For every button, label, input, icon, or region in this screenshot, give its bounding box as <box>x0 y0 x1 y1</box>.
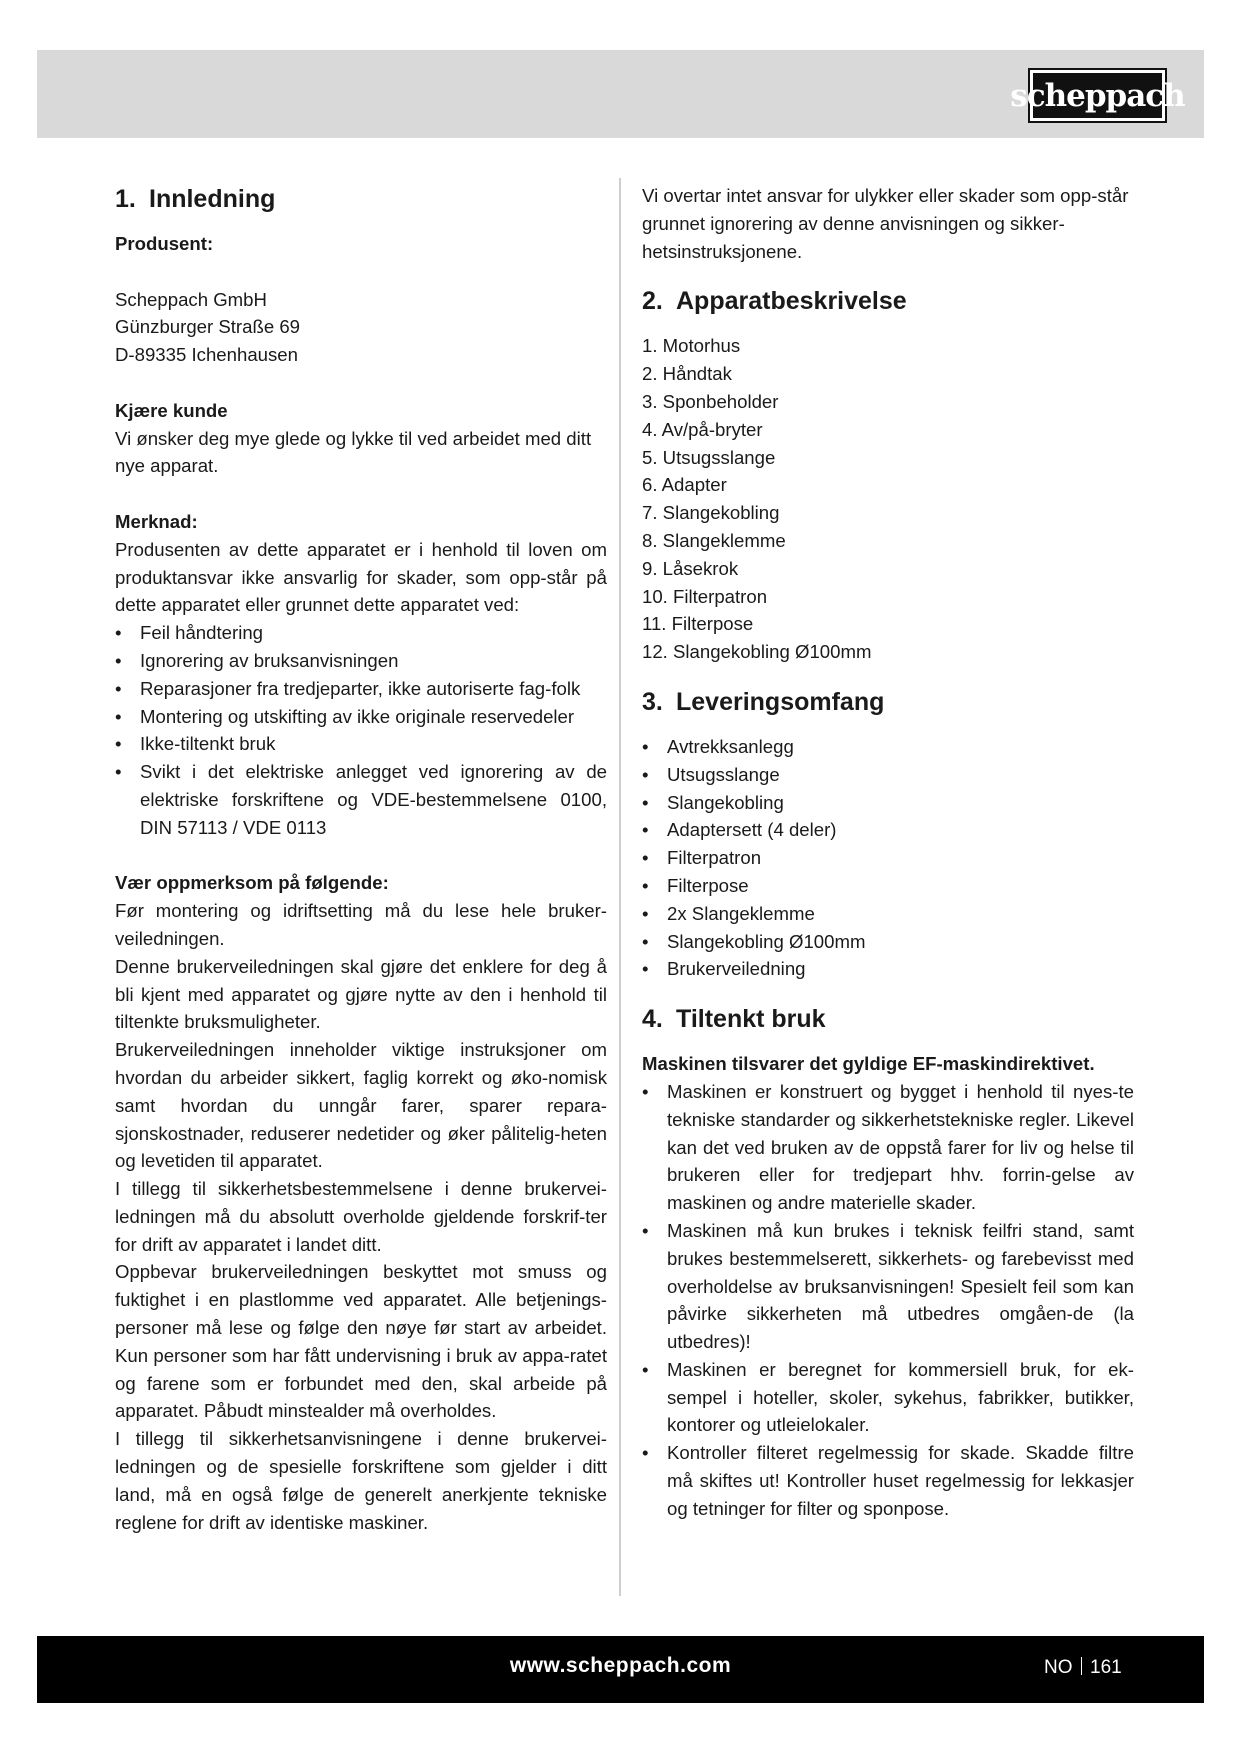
attention-paragraph: Før montering og idriftsetting må du lese hele bruker-veiledningen. <box>115 900 607 949</box>
address-line: D-89335 Ichenhausen <box>115 344 298 366</box>
list-item: 4. Av/på-bryter <box>642 418 763 440</box>
attention-paragraph: Denne brukerveiledningen skal gjøre det enklere for deg å bli kjent med apparatet og gjøre nytte av den i henhold til tiltenkte bruksmuligheter. <box>115 955 607 1033</box>
attention-paragraph: I tillegg til sikkerhetsbestemmelsene i denne brukervei-ledningen må du absolutt overholde gjeldende forskrif-ter for drift av apparatet i landet ditt. <box>115 1178 607 1255</box>
dear-customer-text: Vi ønsker deg mye glede og lykke til ved arbeidet med ditt nye apparat. <box>115 427 592 477</box>
list-item: 2. Håndtak <box>642 363 732 385</box>
page-indicator <box>1044 1657 1122 1679</box>
left-column <box>115 182 607 1536</box>
attention-paragraph: Brukerveiledningen inneholder viktige instruksjoner om hvordan du arbeider sikkert, faglig korrekt og øko-nomisk samt hvordan du unngår farer, sparer repara-sjonskostnader, reduserer nedetider og øker pålitelig-heten og levetiden til apparatet. <box>115 1039 607 1172</box>
list-item: 1. Motorhus <box>642 335 741 357</box>
list-item: • Maskinen er beregnet for kommersiell bruk, for ek-sempel i hoteller, skoler, sykehus, fabrikker, butikker, kontorer og utleielokaler. <box>642 1356 1134 1439</box>
section-heading-4: 4. Tiltenkt bruk <box>642 1005 826 1034</box>
address-line: Günzburger Straße 69 <box>115 316 301 338</box>
list-item: • Adaptersett (4 deler) <box>642 816 1134 844</box>
list-item: 3. Sponbeholder <box>642 390 779 412</box>
liability-intro: Vi overtar intet ansvar for ulykker eller skader som opp-står grunnet ignorering av denne anvisningen og sikker-hetsinstruksjonene. <box>642 185 1129 262</box>
list-item: • Slangekobling Ø100mm <box>642 928 1134 956</box>
list-item: • Feil håndtering <box>115 619 607 647</box>
section-heading-2: 2. Apparatbeskrivelse <box>642 287 907 316</box>
list-item: • Maskinen må kun brukes i teknisk feilfri stand, samt brukes bestemmelserett, sikkerhets- og farebevisst med overholdelse av bruksanvisningen! Spesielt feil som kan påvirke sikkerheten må utbedres omgåen-de (la utbedres)! <box>642 1217 1134 1356</box>
list-item: 8. Slangeklemme <box>642 529 786 551</box>
parts-list <box>642 332 1134 666</box>
list-item: 7. Slangekobling <box>642 502 780 524</box>
intended-use-list <box>642 1078 1134 1523</box>
list-item: • Ikke-tiltenkt bruk <box>115 730 607 758</box>
list-item: • Svikt i det elektriske anlegget ved ignorering av de elektriske forskriftene og VDE-bestemmelsene 0100, DIN 57113 / VDE 0113 <box>115 758 607 841</box>
page-number: 161 <box>1090 1657 1122 1678</box>
list-item: • Reparasjoner fra tredjeparter, ikke autoriserte fag-folk <box>115 675 607 703</box>
list-item: 5. Utsugsslange <box>642 446 776 468</box>
list-item: • Maskinen er konstruert og bygget i henhold til nyes-te tekniske standarder og sikkerhetstekniske regler. Likevel kan det ved bruken av de oppstå farer for liv og helse til brukeren eller for tredjepart hhv. forrin-gelse av maskinen og andre materielle skader. <box>642 1078 1134 1217</box>
list-item: • Filterpose <box>642 872 1134 900</box>
language-code: NO <box>1044 1657 1073 1678</box>
list-item: 6. Adapter <box>642 474 727 496</box>
list-item: 9. Låsekrok <box>642 557 739 579</box>
note-list <box>115 619 607 841</box>
address-line: Scheppach GmbH <box>115 288 267 310</box>
directive-label: Maskinen tilsvarer det gyldige EF-maskindirektivet. <box>642 1053 1095 1075</box>
attention-paragraph: Oppbevar brukerveiledningen beskyttet mot smuss og fuktighet i en plastlomme ved apparatet. Alle betjenings-personer må lese og følge den nøye før start av arbeidet. Kun personer som har fått undervisning i bruk av appa-ratet og farene som er forbundet med den, skal arbeide på apparatet. Påbudt minstealder må overholdes. <box>115 1261 607 1422</box>
list-item: • Kontroller filteret regelmessig for skade. Skadde filtre må skiftes ut! Kontroller huset regelmessig for lekkasjer og tetninger for filter og sponpose. <box>642 1439 1134 1522</box>
section-heading-3: 3. Leveringsomfang <box>642 687 885 716</box>
section-heading-1: 1. Innledning <box>115 185 276 213</box>
column-divider <box>619 178 621 1596</box>
list-item: • Slangekobling <box>642 789 1134 817</box>
dear-customer-label: Kjære kunde <box>115 399 228 421</box>
producer-label: Produsent: <box>115 233 214 254</box>
list-item: • Avtrekksanlegg <box>642 733 1134 761</box>
list-item: • Brukerveiledning <box>642 955 1134 983</box>
list-item: • Filterpatron <box>642 844 1134 872</box>
list-item: • Montering og utskifting av ikke originale reservedeler <box>115 703 607 731</box>
list-item: 11. Filterpose <box>642 613 754 635</box>
note-label: Merknad: <box>115 510 198 532</box>
list-item: • Ignorering av bruksanvisningen <box>115 647 607 675</box>
list-item: • Utsugsslange <box>642 761 1134 789</box>
list-item: 12. Slangekobling Ø100mm <box>642 641 872 663</box>
right-column <box>642 182 1134 1523</box>
scheppach-logo: scheppach <box>1030 70 1165 121</box>
attention-label: Vær oppmerksom på følgende: <box>115 872 389 894</box>
attention-paragraph: I tillegg til sikkerhetsanvisningene i denne brukervei-ledningen og de spesielle forskriftene som gjelder i ditt land, må en også følge de generelt anerkjente tekniske reglene for drift av identiske maskiner. <box>115 1428 607 1533</box>
scope-list <box>642 733 1134 983</box>
page-separator <box>1081 1657 1083 1675</box>
footer-url[interactable]: www.scheppach.com <box>509 1654 732 1677</box>
list-item: 10. Filterpatron <box>642 585 768 607</box>
list-item: • 2x Slangeklemme <box>642 900 1134 928</box>
note-text: Produsenten av dette apparatet er i henhold til loven om produktansvar ikke ansvarlig for skader, som opp-står på dette apparatet eller grunnet dette apparatet ved: <box>115 538 607 616</box>
